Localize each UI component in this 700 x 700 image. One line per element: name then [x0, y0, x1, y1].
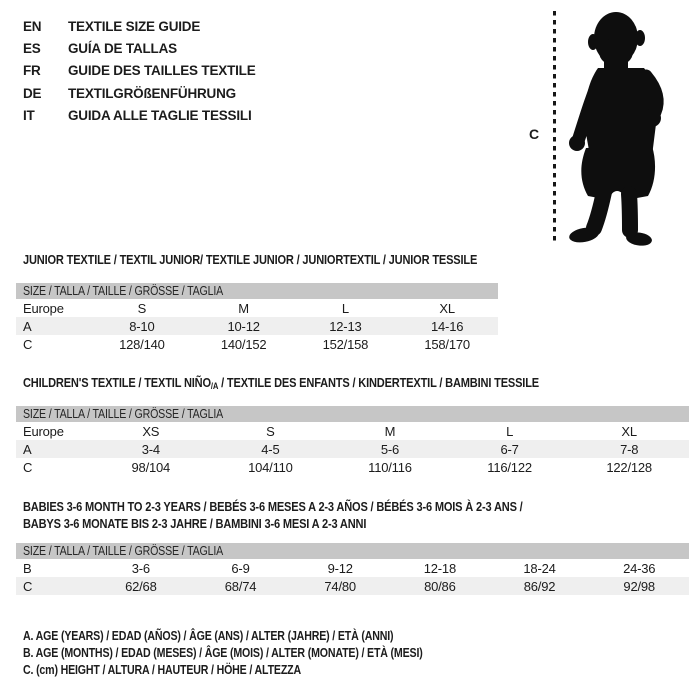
size-cell: 7-8 [620, 441, 639, 457]
size-cell: 9-12 [327, 560, 353, 576]
language-label: GUIDA ALLE TAGLIE TESSILI [68, 108, 252, 124]
height-measure-dashed-line [553, 11, 556, 241]
size-cell: 122/128 [606, 459, 652, 475]
language-label: TEXTILGRÖßENFÜHRUNG [68, 85, 236, 101]
size-table-row [16, 559, 689, 577]
size-cell: 3-6 [131, 560, 150, 576]
size-cell: 12-18 [423, 560, 456, 576]
size-cell: L [506, 423, 514, 439]
section-title-line: CHILDREN'S TEXTILE / TEXTIL $NIÑO_{/A}$ / TEXTILE DES ENFANTS / KINDERTEXTIL / BAMBINI TESSILE [23, 375, 539, 391]
children-size-table [16, 406, 689, 476]
language-code: IT [23, 108, 35, 124]
size-cell: 62/68 [125, 578, 157, 594]
size-table-row [16, 299, 498, 317]
row-label: B [23, 560, 32, 576]
size-cell: M [384, 423, 396, 439]
height-measure-label: C [529, 126, 539, 142]
section-title-line: JUNIOR TEXTILE / TEXTIL JUNIOR/ TEXTILE JUNIOR / JUNIORTEXTIL / JUNIOR TESSILE [23, 252, 478, 267]
size-cell: 152/158 [322, 336, 369, 352]
babies-section-title [23, 498, 611, 532]
row-label: A [23, 441, 32, 457]
row-label: C [23, 459, 33, 475]
language-item [23, 82, 256, 104]
size-cell: 74/80 [324, 578, 356, 594]
size-table-header [16, 283, 498, 299]
size-header-label: SIZE / TALLA / TAILLE / GRÖSSE / TAGLIA [23, 544, 224, 558]
footnote-line: B. AGE (MONTHS) / EDAD (MESES) / ÂGE (MOIS) / ALTER (MONATE) / ETÀ (MESI) [23, 645, 423, 660]
size-table-row [16, 422, 689, 440]
size-cell: XL [621, 423, 637, 439]
row-label: Europe [23, 300, 64, 316]
size-cell: XL [439, 300, 455, 316]
size-cell: 3-4 [141, 441, 160, 457]
size-table-rows [16, 299, 498, 353]
size-header-label: SIZE / TALLA / TAILLE / GRÖSSE / TAGLIA [23, 284, 224, 298]
size-cell: 6-7 [500, 441, 519, 457]
size-header-label: SIZE / TALLA / TAILLE / GRÖSSE / TAGLIA [23, 407, 224, 421]
size-table-header [16, 543, 689, 559]
language-code: DE [23, 85, 42, 101]
language-item [23, 105, 256, 127]
footnote-line: A. AGE (YEARS) / EDAD (AÑOS) / ÂGE (ANS) / ALTER (JAHRE) / ETÀ (ANNI) [23, 629, 394, 643]
size-cell: 5-6 [380, 441, 400, 457]
size-cell: 24-36 [623, 560, 656, 576]
size-table-rows [16, 422, 689, 476]
section-title-line: BABYS 3-6 MONATE BIS 2-3 JAHRE / BAMBINI 3-6 MESI A 2-3 ANNI [23, 516, 367, 531]
row-label: A [23, 318, 32, 334]
row-label: Europe [23, 423, 64, 439]
size-cell: L [341, 300, 349, 316]
babies-size-table [16, 543, 689, 595]
language-code: ES [23, 41, 41, 57]
language-code: FR [23, 63, 41, 79]
size-table-header [16, 406, 689, 422]
language-code: EN [23, 18, 42, 34]
language-item [23, 37, 256, 59]
size-table-row [16, 440, 689, 458]
children-section-title [23, 374, 630, 391]
size-cell: 92/98 [623, 578, 655, 594]
size-cell: 86/92 [523, 578, 556, 594]
language-item [23, 15, 256, 37]
size-cell: 8-10 [129, 318, 155, 334]
size-cell: 158/170 [424, 336, 470, 352]
language-label: GUÍA DE TALLAS [68, 41, 177, 57]
size-cell: 6-9 [231, 560, 250, 576]
size-cell: 110/116 [368, 459, 412, 475]
language-list [23, 15, 256, 127]
size-cell: 140/152 [220, 336, 267, 352]
size-cell: 80/86 [424, 578, 456, 594]
toddler-silhouette-icon [560, 10, 680, 248]
junior-size-table [16, 283, 498, 353]
language-label: GUIDE DES TAILLES TEXTILE [68, 63, 256, 79]
size-table-rows [16, 559, 689, 595]
size-table-row [16, 458, 689, 476]
size-cell: S [266, 423, 275, 439]
size-cell: 4-5 [261, 441, 280, 457]
row-label: C [23, 578, 33, 594]
size-table-row [16, 577, 689, 595]
size-table-row [16, 335, 498, 353]
size-cell: S [137, 300, 147, 316]
footnote-line: C. (cm) HEIGHT / ALTURA / HAUTEUR / HÖHE / ALTEZZA [23, 662, 301, 677]
language-item [23, 60, 256, 82]
size-cell: 98/104 [131, 459, 171, 475]
size-cell: 18-24 [523, 560, 556, 576]
size-cell: 10-12 [227, 318, 260, 334]
size-cell: XS [142, 423, 160, 439]
size-cell: 14-16 [431, 318, 464, 334]
size-table-row [16, 317, 498, 335]
row-label: C [23, 336, 33, 352]
section-title-line: BABIES 3-6 MONTH TO 2-3 YEARS / BEBÉS 3-6 MESES A 2-3 AÑOS / BÉBÉS 3-6 MOIS À 2-3 ANS / [23, 499, 523, 514]
size-cell: 116/122 [487, 459, 532, 475]
junior-section-title [23, 251, 557, 268]
size-cell: 68/74 [224, 578, 257, 594]
language-label: TEXTILE SIZE GUIDE [68, 18, 201, 34]
footnotes [23, 628, 493, 678]
size-cell: M [238, 300, 249, 316]
size-cell: 128/140 [119, 336, 165, 352]
size-cell: 12-13 [329, 318, 362, 334]
size-cell: 104/110 [248, 459, 293, 475]
